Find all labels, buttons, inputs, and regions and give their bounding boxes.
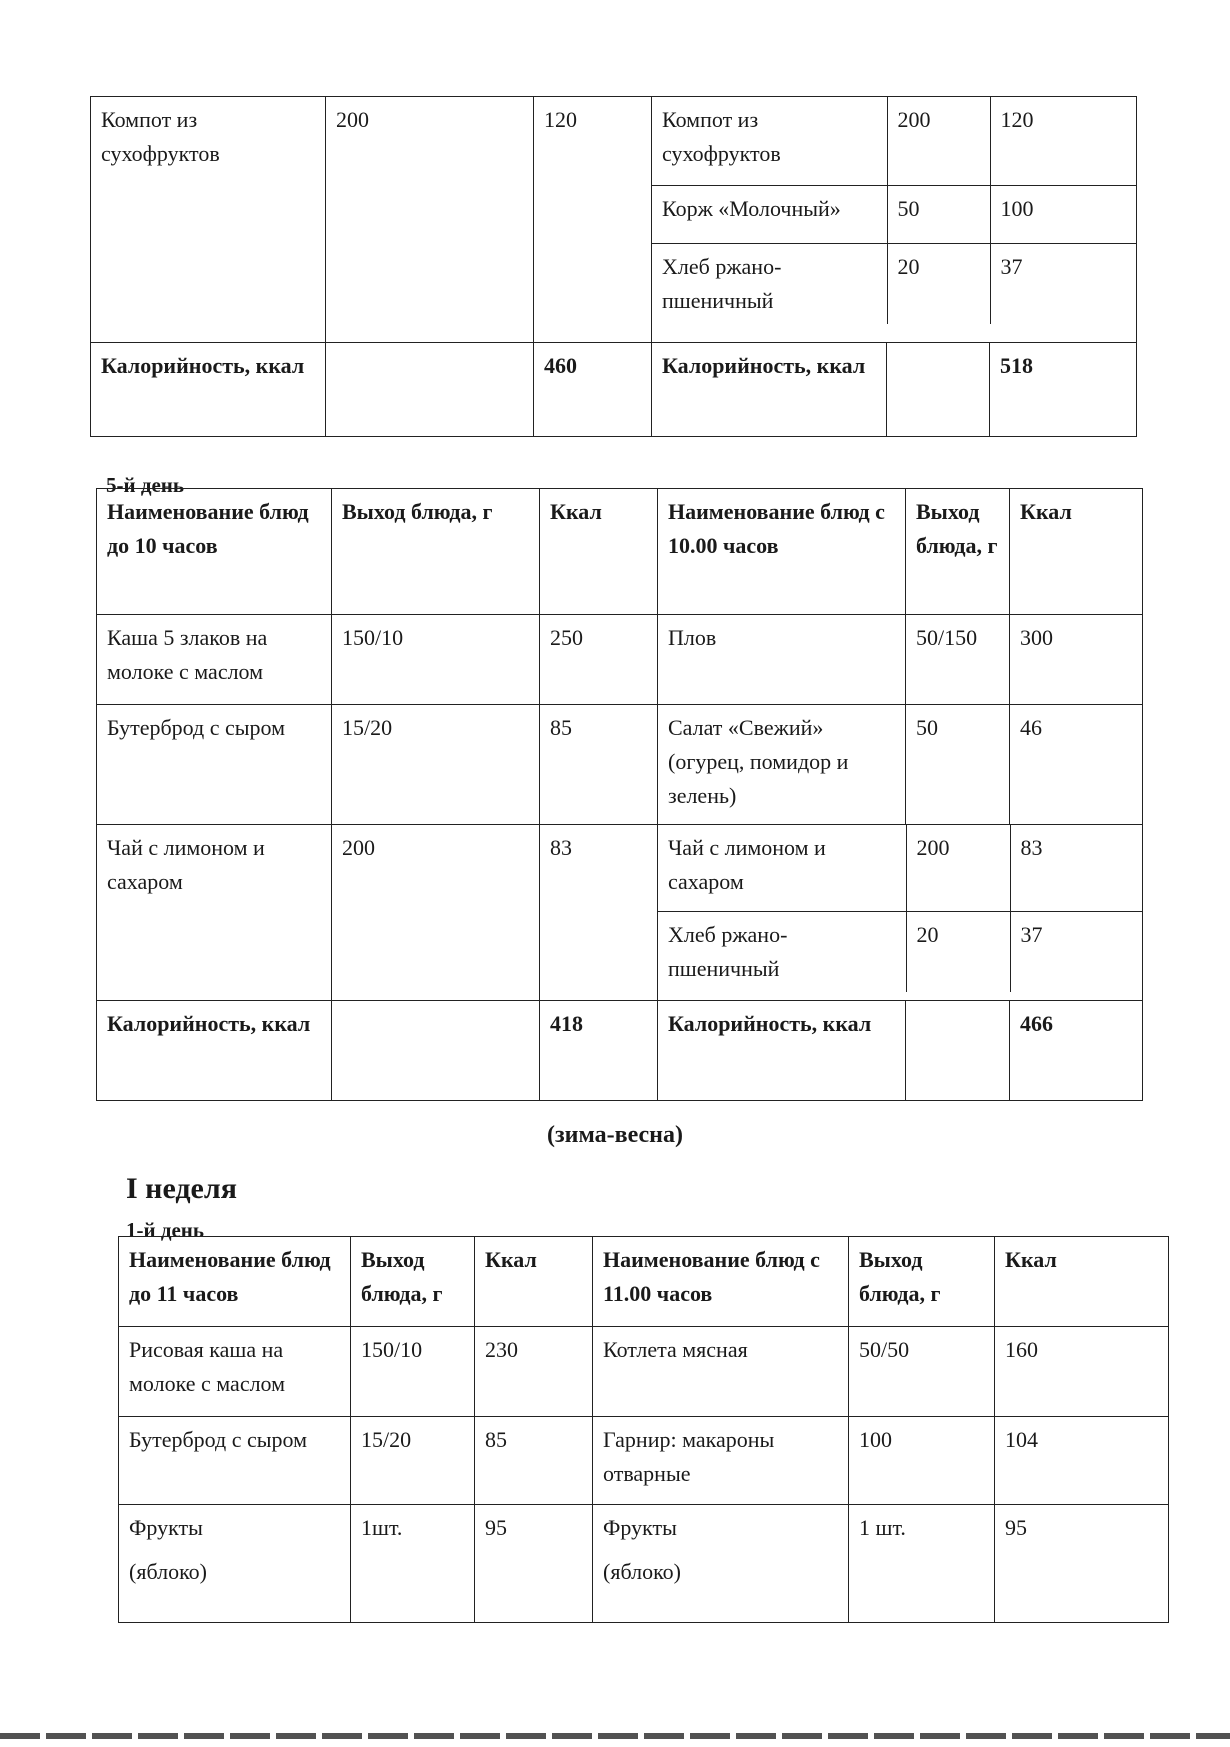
header-dish-name: Наименование блюд с 11.00 часов bbox=[593, 1237, 849, 1327]
calories-value: 466 bbox=[1010, 1001, 1143, 1101]
dish-name: Чай с лимоном и сахаром bbox=[658, 825, 906, 911]
dish-name: Хлеб ржано-пшеничный bbox=[652, 243, 887, 324]
empty-cell bbox=[906, 1001, 1010, 1101]
header-kcal: Ккал bbox=[995, 1237, 1169, 1327]
dish-name: Бутерброд с сыром bbox=[119, 1417, 351, 1505]
dish-yield: 20 bbox=[906, 911, 1010, 992]
dish-yield: 50 bbox=[906, 705, 1010, 825]
menu-table-day1 bbox=[118, 1236, 1169, 1623]
header-yield: Выход блюда, г bbox=[906, 489, 1010, 615]
calories-label: Калорийность, ккал bbox=[91, 343, 326, 437]
menu-table-top bbox=[90, 96, 1137, 437]
dish-kcal: 230 bbox=[475, 1327, 593, 1417]
empty-cell bbox=[326, 343, 534, 437]
calories-label: Калорийность, ккал bbox=[97, 1001, 332, 1101]
dish-name: Салат «Свежий» (огурец, помидор и зелень) bbox=[658, 705, 906, 825]
empty-cell bbox=[332, 1001, 540, 1101]
dish-name: Чай с лимоном и сахаром bbox=[97, 825, 332, 1001]
dish-yield: 200 bbox=[887, 97, 990, 185]
header-dish-name: Наименование блюд до 11 часов bbox=[119, 1237, 351, 1327]
header-kcal: Ккал bbox=[1010, 489, 1143, 615]
header-yield: Выход блюда, г bbox=[351, 1237, 475, 1327]
dish-name: Гарнир: макароны отварные bbox=[593, 1417, 849, 1505]
dish-kcal: 37 bbox=[1000, 253, 1023, 279]
dish-name: Котлета мясная bbox=[593, 1327, 849, 1417]
dish-kcal: 95 bbox=[475, 1505, 593, 1623]
calories-value: 460 bbox=[534, 343, 652, 437]
calories-value: 518 bbox=[990, 343, 1137, 437]
dish-name: Каша 5 злаков на молоке с маслом bbox=[97, 615, 332, 705]
dish-kcal: 46 bbox=[1010, 705, 1143, 825]
empty-cell bbox=[887, 343, 990, 437]
day-label: 1-й день bbox=[126, 1218, 204, 1242]
dish-name: Хлеб ржано-пшеничный bbox=[658, 911, 906, 992]
dish-name: Бутерброд с сыром bbox=[97, 705, 332, 825]
dish-yield: 150/10 bbox=[351, 1327, 475, 1417]
dish-kcal: 100 bbox=[990, 185, 1137, 243]
header-dish-name: Наименование блюд до 10 часов bbox=[97, 489, 332, 615]
dish-yield: 50/150 bbox=[906, 615, 1010, 705]
season-heading: (зима-весна) bbox=[546, 1122, 684, 1148]
calories-label: Калорийность, ккал bbox=[652, 343, 887, 437]
dish-yield: 200 bbox=[326, 97, 534, 343]
dish-name: Рисовая каша на молоке с маслом bbox=[119, 1327, 351, 1417]
header-yield: Выход блюда, г bbox=[332, 489, 540, 615]
dish-yield: 200 bbox=[332, 825, 540, 1001]
dish-yield: 100 bbox=[849, 1417, 995, 1505]
dish-kcal: 250 bbox=[540, 615, 658, 705]
dish-yield: 20 bbox=[887, 243, 990, 324]
dish-kcal: 104 bbox=[995, 1417, 1169, 1505]
day-label: 5-й день bbox=[106, 473, 184, 497]
dish-name: Компот из сухофруктов bbox=[91, 97, 326, 343]
header-yield: Выход блюда, г bbox=[849, 1237, 995, 1327]
dish-kcal: 120 bbox=[990, 97, 1137, 185]
dish-name-cell bbox=[119, 1505, 351, 1623]
dish-note: (яблоко) bbox=[129, 1559, 207, 1584]
dish-kcal: 83 bbox=[540, 825, 658, 1001]
dish-kcal: 85 bbox=[475, 1417, 593, 1505]
dish-name: Плов bbox=[658, 615, 906, 705]
dish-yield: 1 шт. bbox=[849, 1505, 995, 1623]
dish-yield: 50/50 bbox=[849, 1327, 995, 1417]
header-dish-name: Наименование блюд с 10.00 часов bbox=[658, 489, 906, 615]
dish-kcal: 160 bbox=[995, 1327, 1169, 1417]
dish-yield: 1шт. bbox=[351, 1505, 475, 1623]
dish-kcal: 83 bbox=[1010, 825, 1143, 911]
dish-kcal: 37 bbox=[1020, 921, 1043, 947]
dish-yield: 50 bbox=[887, 185, 990, 243]
header-kcal: Ккал bbox=[475, 1237, 593, 1327]
calories-label: Калорийность, ккал bbox=[658, 1001, 906, 1101]
right-dish-group bbox=[658, 825, 1143, 1001]
dish-kcal: 300 bbox=[1010, 615, 1143, 705]
dish-name-cell bbox=[593, 1505, 849, 1623]
dish-kcal: 120 bbox=[534, 97, 652, 343]
dish-note: (яблоко) bbox=[603, 1559, 681, 1584]
dish-kcal: 95 bbox=[995, 1505, 1169, 1623]
dish-yield: 200 bbox=[906, 825, 1010, 911]
header-kcal: Ккал bbox=[540, 489, 658, 615]
right-dish-group bbox=[652, 97, 1137, 343]
dish-yield: 15/20 bbox=[351, 1417, 475, 1505]
page-bottom-edge bbox=[0, 1733, 1230, 1739]
calories-value: 418 bbox=[540, 1001, 658, 1101]
dish-name: Фрукты bbox=[129, 1515, 203, 1540]
dish-yield: 15/20 bbox=[332, 705, 540, 825]
dish-yield: 150/10 bbox=[332, 615, 540, 705]
week-heading: I неделя bbox=[126, 1172, 237, 1205]
dish-name: Корж «Молочный» bbox=[652, 185, 887, 243]
dish-name: Компот из сухофруктов bbox=[652, 97, 887, 185]
dish-name: Фрукты bbox=[603, 1515, 677, 1540]
menu-table-day5 bbox=[96, 488, 1143, 1101]
dish-kcal: 85 bbox=[540, 705, 658, 825]
